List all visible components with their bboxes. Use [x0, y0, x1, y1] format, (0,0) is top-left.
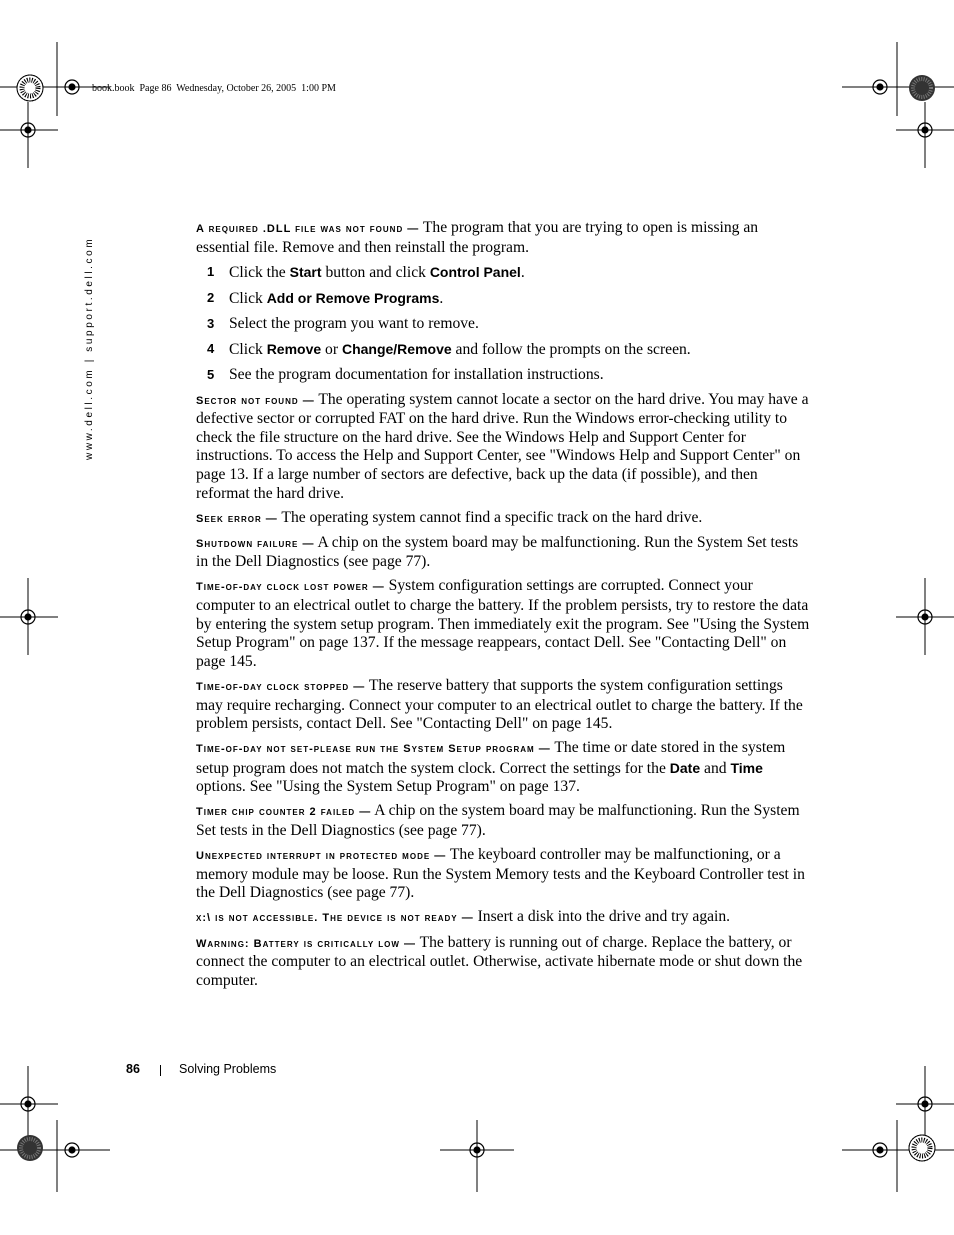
step-text: Click the Start button and click Control Panel. — [229, 263, 525, 281]
list-item — [196, 263, 812, 283]
list-item — [196, 289, 812, 309]
list-item — [196, 340, 812, 360]
entry-text: System configuration settings are corrupted. Connect your computer to an electrical outlet to charge the battery. If the problem persists, try to restore the data by entering the system setup program. Then immediately exit the program. See "Using the System Setup Program" on page 137. If the message reappears, contact Dell. See "Contacting Dell" on page 145. — [196, 577, 810, 670]
entry-device-not-accessible — [196, 908, 812, 928]
step-number: 3 — [207, 315, 215, 331]
entry-heading: Time-of-day not set-please run the System Setup program — — [196, 743, 551, 756]
entry-heading: Sector not found — — [196, 394, 315, 407]
entry-time-of-day-clock-lost-power — [196, 577, 812, 671]
entry-battery-critically-low — [196, 934, 812, 991]
starburst-rosette-icon — [17, 75, 43, 101]
entry-sector-not-found — [196, 391, 812, 504]
entry-heading: Time-of-day clock stopped — — [196, 680, 366, 693]
entry-heading: Timer chip counter 2 failed — — [196, 806, 372, 819]
entry-time-of-day-clock-stopped — [196, 677, 812, 734]
step-number: 1 — [207, 263, 215, 279]
step-number: 2 — [207, 289, 215, 305]
starburst-rosette-icon — [17, 1135, 43, 1161]
entry-shutdown-failure — [196, 534, 812, 572]
entry-text: A chip on the system board may be malfunctioning. Run the System Set tests in the Dell Diagnostics (see page 77). — [196, 802, 800, 840]
print-file-info: book.book Page 86 Wednesday, October 26, 2005 1:00 PM — [92, 83, 336, 94]
entry-text: A chip on the system board may be malfunctioning. Run the System Set tests in the Dell Diagnostics (see page 77). — [196, 533, 799, 571]
entry-text: Insert a disk into the drive and try again. — [473, 908, 731, 926]
starburst-rosette-icon — [909, 1135, 935, 1161]
entry-heading: A required .DLL file was not found — — [196, 223, 420, 235]
entry-text: The keyboard controller may be malfunctioning, or a memory module may be loose. Run the System Memory tests and the Keyboard Controller test in the Dell Diagnostics (see page 77). — [196, 846, 805, 902]
step-text: Click Add or Remove Programs. — [229, 289, 444, 307]
entry-text: The battery is running out of charge. Replace the battery, or connect the computer to an electrical outlet. Otherwise, activate hibernate mode or shut down the computer. — [196, 933, 803, 989]
step-number: 5 — [207, 366, 215, 382]
entry-seek-error — [196, 509, 812, 529]
main-content — [196, 219, 812, 996]
sidebar-url: www.dell.com | support.dell.com — [84, 236, 95, 460]
list-item — [196, 366, 812, 385]
entry-text: The operating system cannot locate a sector on the hard drive. You may have a defective sector or corrupted FAT on the hard drive. Run the Windows error-checking utility to check the file structure on the hard drive. See the Windows Help and Support Center for instructions. To access the Help and Support Center, see "Windows Help and Support Center" on page 13. If a large number of sectors are defective, back up the data (if possible), and then reformat the hard drive. — [196, 390, 809, 502]
entry-heading: Time-of-day clock lost power — — [196, 581, 385, 594]
entry-heading: Unexpected interrupt in protected mode — — [196, 850, 447, 863]
step-text: Select the program you want to remove. — [229, 314, 479, 332]
entry-text: The time or date stored in the system setup program does not match the system clock. Correct the settings for the Date and Time options. See "Using the System Setup Program" on page 137. — [196, 739, 786, 796]
page-footer — [126, 1062, 277, 1076]
starburst-rosette-icon — [909, 75, 935, 101]
step-text: Click Remove or Change/Remove and follow the prompts on the screen. — [229, 340, 691, 358]
step-number: 4 — [207, 340, 215, 356]
entry-unexpected-interrupt — [196, 846, 812, 903]
page-number: 86 — [126, 1062, 140, 1076]
entry-timer-chip-counter-failed — [196, 802, 812, 840]
step-text: See the program documentation for installation instructions. — [229, 365, 604, 383]
footer-divider — [160, 1065, 161, 1076]
entry-heading: Shutdown failure — — [196, 537, 315, 550]
entry-text: The operating system cannot find a specific track on the hard drive. — [277, 508, 703, 526]
section-title: Solving Problems — [179, 1062, 277, 1076]
entry-heading: x:\ is not accessible. The device is not ready — — [196, 912, 474, 925]
list-item — [196, 315, 812, 334]
entry-time-of-day-not-set — [196, 739, 812, 797]
entry-text: The program that you are trying to open is missing an essential file. Remove and then reinstall the program. — [196, 219, 759, 256]
entry-heading: Seek error — — [196, 512, 278, 525]
entry-heading: Warning: Battery is critically low — — [196, 937, 416, 950]
entry-text: The reserve battery that supports the system configuration settings may require recharging. Connect your computer to an electrical outlet to charge the battery. If the problem persists, contact Dell. See "Contacting Dell" on page 145. — [196, 676, 803, 733]
entry-dll-not-found — [196, 219, 812, 257]
step-list — [196, 263, 812, 385]
